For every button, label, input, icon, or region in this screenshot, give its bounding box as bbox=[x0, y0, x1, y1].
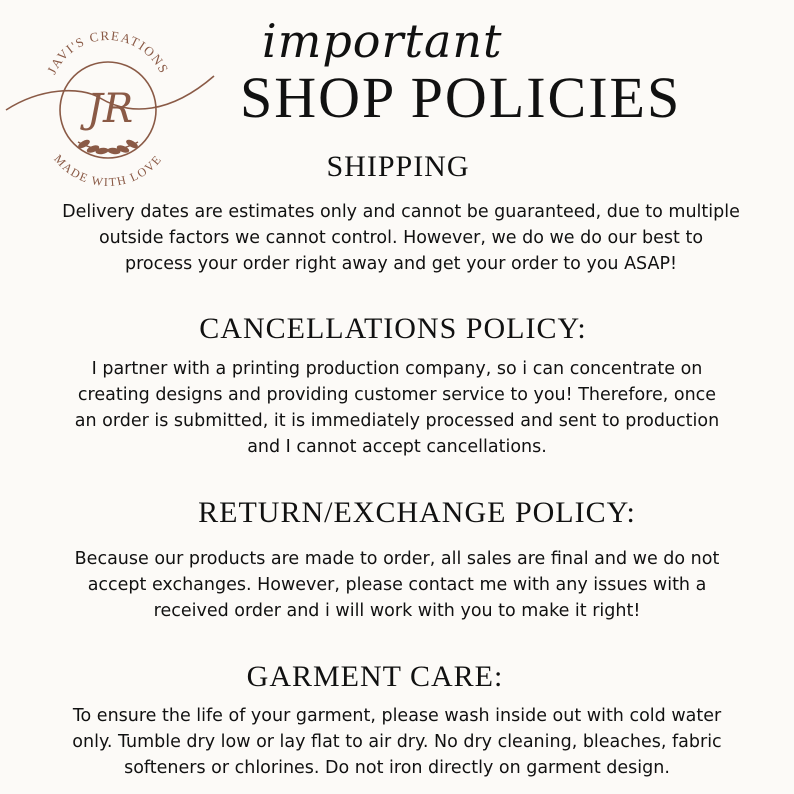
section-line: I partner with a printing production company, so i can concentrate on bbox=[91, 359, 703, 379]
section-line: outside factors we cannot control. However, we do we do our best to bbox=[98, 228, 704, 248]
section-body-shipping bbox=[22, 199, 780, 277]
section-title-shipping: SHIPPING bbox=[326, 150, 470, 183]
section-line: an order is submitted, it is immediately processed and sent to production bbox=[74, 411, 720, 431]
section-body-garment-care bbox=[18, 703, 776, 781]
section-title-returns: RETURN/EXCHANGE POLICY: bbox=[198, 496, 636, 529]
section-line: and I cannot accept cancellations. bbox=[247, 437, 547, 457]
logo-monogram: JR bbox=[86, 86, 134, 132]
section-title-garment-care: GARMENT CARE: bbox=[246, 660, 504, 693]
section-line: creating designs and providing customer service to you! Therefore, once bbox=[77, 385, 717, 405]
section-line: accept exchanges. However, please contact me with any issues with a bbox=[87, 575, 707, 595]
section-line: softeners or chlorines. Do not iron directly on garment design. bbox=[124, 758, 670, 778]
section-line: only. Tumble dry low or lay flat to air dry. No dry cleaning, bleaches, fabric bbox=[72, 732, 722, 752]
section-body-returns bbox=[18, 546, 776, 624]
page-title: SHOP POLICIES bbox=[240, 65, 682, 130]
section-title-cancellations: CANCELLATIONS POLICY: bbox=[199, 312, 587, 345]
logo-bottom-text: MADE WITH LOVE bbox=[51, 151, 165, 188]
section-line: To ensure the life of your garment, please wash inside out with cold water bbox=[72, 706, 722, 726]
heading-script-word: important bbox=[262, 14, 503, 68]
logo-top-text: JAVI'S CREATIONS bbox=[43, 27, 173, 77]
section-line: received order and i will work with you to make it right! bbox=[153, 601, 641, 621]
section-body-cancellations bbox=[18, 356, 776, 460]
section-line: process your order right away and get your order to you ASAP! bbox=[124, 254, 678, 274]
section-line: Delivery dates are estimates only and cannot be guaranteed, due to multiple bbox=[62, 202, 740, 222]
section-line: Because our products are made to order, all sales are final and we do not bbox=[74, 549, 720, 569]
